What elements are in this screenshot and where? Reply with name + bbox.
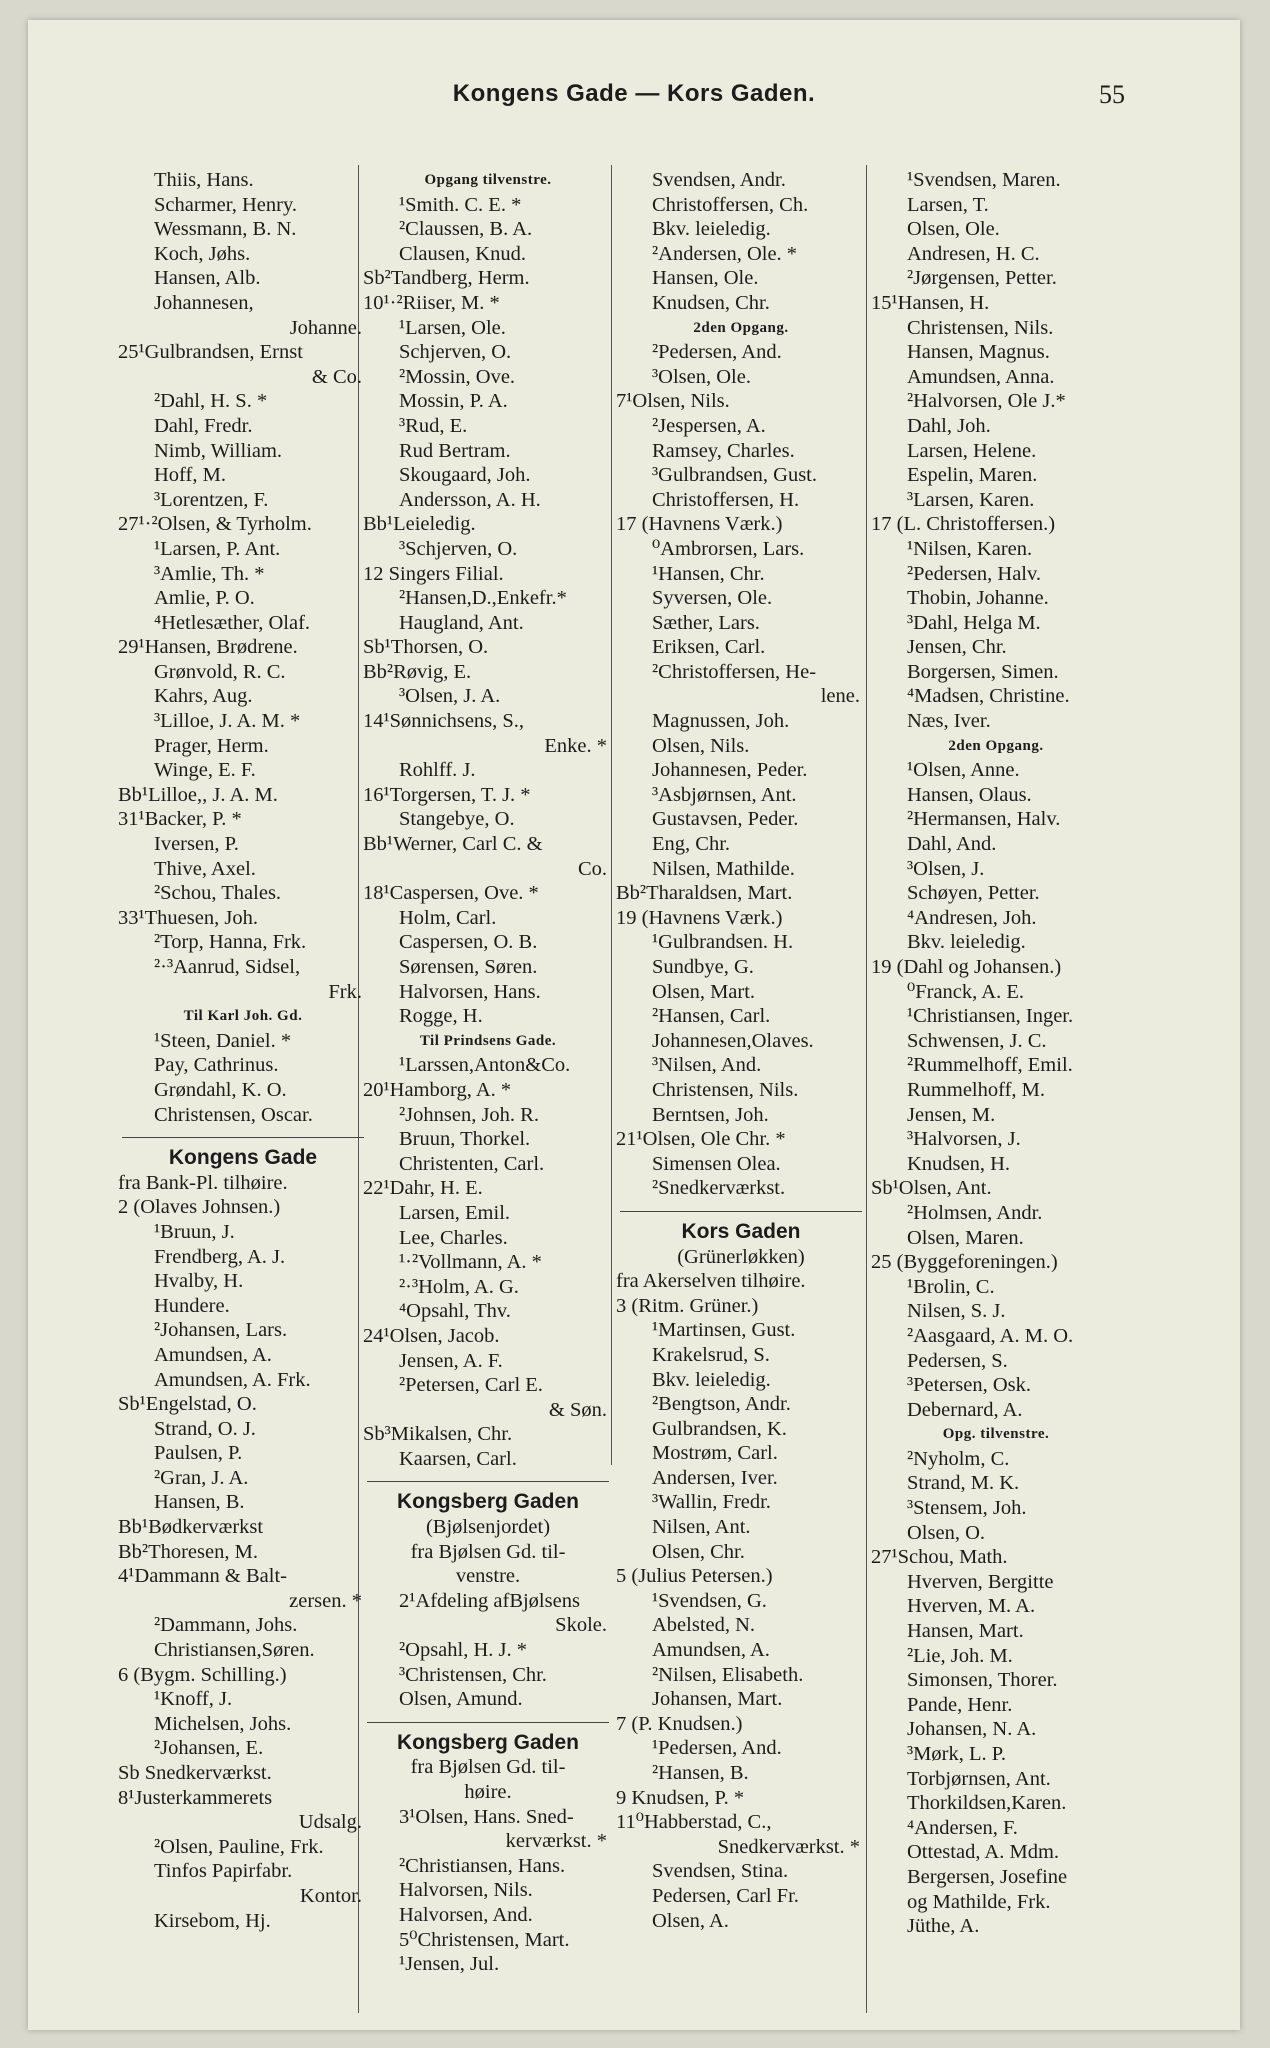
section-divider [367,1722,609,1723]
directory-entry: ¹Larsen, Ole. [399,316,506,339]
directory-entry: ²Jørgensen, Petter. [907,267,1057,290]
directory-entry: fra Bjølsen Gd. til- [410,1756,566,1779]
directory-entry: Nilsen, Mathilde. [652,857,795,880]
directory-entry: Snedkerværkst. * [717,1835,860,1858]
directory-entry: ³Olsen, Ole. [652,365,751,388]
directory-entry: Kaarsen, Carl. [399,1447,517,1470]
directory-entry: ²Torp, Hanna, Frk. [154,931,307,954]
directory-entry: Berntsen, Joh. [652,1103,769,1126]
directory-entry: ³Olsen, J. [907,857,985,880]
directory-entry: Bkv. leieledig. [652,1368,771,1391]
directory-entry: Kontor. [299,1884,362,1907]
directory-entry: Bb²Thoresen, M. [118,1540,258,1563]
directory-entry: ²Johansen, Lars. [154,1319,288,1342]
directory-entry: ²Dammann, Johs. [154,1614,298,1637]
directory-entry: Prager, Herm. [154,734,269,757]
column-rule-3 [866,165,867,2013]
directory-entry: ³Olsen, J. A. [399,685,501,708]
directory-entry: Iversen, P. [154,833,239,856]
directory-entry: ¹Svendsen, Maren. [907,169,1061,191]
directory-entry: ²Lie, Joh. M. [907,1644,1013,1667]
directory-entry: ³Lorentzen, F. [154,488,269,511]
directory-entry: Halvorsen, Hans. [399,980,541,1003]
directory-entry: ³Nilsen, And. [652,1054,762,1077]
directory-entry: ⁴Madsen, Christine. [907,685,1070,708]
directory-entry: 4¹Dammann & Balt- [118,1565,287,1588]
directory-entry: Christensen, Nils. [907,316,1054,339]
directory-entry: Jüthe, A. [907,1915,980,1938]
directory-entry: 21¹Olsen, Ole Chr. * [616,1128,786,1151]
directory-entry: Skougaard, Joh. [399,464,531,487]
directory-entry: ²Andersen, Ole. * [652,242,798,265]
directory-entry: ¹Svendsen, G. [652,1589,767,1612]
directory-entry: Syversen, Ole. [652,587,773,610]
directory-entry: Stangebye, O. [399,808,515,831]
directory-entry: Dahl, Fredr. [154,414,253,437]
directory-entry: 22¹Dahr, H. E. [363,1177,483,1200]
directory-entry: 3¹Olsen, Hans. Sned- [399,1805,574,1828]
directory-entry: ⁴Opsahl, Thv. [399,1300,511,1323]
directory-entry: ²Dahl, H. S. * [154,390,268,413]
directory-entry: 17 (L. Christoffersen.) [871,513,1056,536]
directory-entry: Simensen Olea. [652,1152,781,1175]
directory-entry: ¹Jensen, Jul. [399,1953,500,1976]
directory-entry: Lee, Charles. [399,1226,508,1249]
directory-entry: 25¹Gulbrandsen, Ernst [118,341,303,364]
directory-entry: ⁰Franck, A. E. [907,980,1024,1003]
directory-entry: 18¹Caspersen, Ove. * [363,882,539,905]
directory-entry: 19 (Dahl og Johansen.) [871,956,1062,978]
directory-entry: ³Gulbrandsen, Gust. [652,464,818,487]
directory-entry: ²Johnsen, Joh. R. [399,1103,539,1126]
directory-entry: Olsen, Ole. [907,218,1000,241]
directory-entry: 24¹Olsen, Jacob. [363,1324,500,1347]
directory-entry: Abelsted, N. [652,1614,756,1637]
directory-entry: ²Pedersen, And. [652,341,782,364]
directory-entry: og Mathilde, Frk. [907,1890,1051,1913]
directory-entry: ²Claussen, B. A. [399,218,533,241]
street-heading: Kongens Gade [168,1146,318,1170]
directory-entry: 12 Singers Filial. [363,562,504,585]
directory-entry: ²Jespersen, A. [652,414,766,437]
directory-entry: Nilsen, S. J. [907,1300,1006,1323]
directory-entry: Amundsen, Anna. [907,365,1055,388]
directory-entry: Bb¹Leieledig. [363,513,476,536]
directory-entry: ¹·²Vollmann, A. * [399,1251,542,1274]
directory-entry: Magnussen, Joh. [652,710,790,733]
directory-entry: ¹Martinsen, Gust. [652,1319,796,1342]
directory-entry: Jensen, M. [907,1103,996,1126]
directory-entry: Enke. * [544,734,607,757]
directory-entry: ¹Larssen,Anton&Co. [399,1054,571,1077]
directory-entry: ²Christiansen, Hans. [399,1854,566,1877]
street-heading: Kors Gaden [681,1219,801,1243]
directory-entry: Hverven, M. A. [907,1595,1036,1618]
directory-entry: Rud Bertram. [399,439,511,462]
street-heading: Kongsberg Gaden [396,1730,580,1754]
directory-entry: Bb²Røvig, E. [363,660,472,683]
directory-entry: Amundsen, A. Frk. [154,1368,311,1391]
directory-entry: Dahl, And. [907,833,997,856]
directory-entry: Sørensen, Søren. [399,956,538,978]
directory-entry: ⁴Andersen, F. [907,1816,1018,1839]
directory-entry: ¹Brolin, C. [907,1275,995,1298]
directory-entry: Hansen, Alb. [154,267,261,290]
directory-entry: venstre. [455,1565,521,1588]
directory-entry: Schwensen, J. C. [907,1029,1047,1052]
directory-entry: Bergersen, Josefine [907,1865,1068,1888]
directory-entry: ¹Knoff, J. [154,1688,233,1711]
directory-entry: Bb¹Bødkerværkst [118,1516,264,1539]
directory-entry: ¹Pedersen, And. [652,1737,782,1760]
directory-entry: Koch, Jøhs. [154,242,251,265]
directory-entry: høire. [464,1781,512,1803]
directory-entry: ²·³Aanrud, Sidsel, [154,956,301,978]
directory-entry: Thorkildsen,Karen. [907,1792,1067,1815]
directory-entry: ²Pedersen, Halv. [907,562,1042,585]
directory-entry: Bb²Tharaldsen, Mart. [616,882,793,905]
directory-entry: Haugland, Ant. [399,611,524,634]
directory-entry: Tinfos Papirfabr. [154,1860,293,1883]
directory-entry: 27¹·²Olsen, & Tyrholm. [118,513,312,536]
directory-entry: Bb¹Werner, Carl C. & [363,833,543,856]
directory-entry: Schøyen, Petter. [907,882,1040,905]
page-header [28,80,1240,120]
directory-entry: 2¹Afdeling afBjølsens [399,1589,580,1612]
directory-entry: 11⁰Habberstad, C., [616,1811,772,1834]
directory-entry: Johannesen, [154,291,254,314]
directory-entry: Rummelhoff, M. [907,1078,1045,1101]
directory-entry: 15¹Hansen, H. [871,291,990,314]
street-heading: Kongsberg Gaden [396,1490,580,1514]
directory-entry: Strand, O. J. [154,1417,256,1440]
subheading: Opg. tilvenstre. [942,1426,1050,1443]
directory-entry: ¹Nilsen, Karen. [907,537,1033,560]
directory-entry: Bb¹Lilloe,, J. A. M. [118,783,278,806]
directory-entry: Christiansen,Søren. [154,1639,315,1662]
directory-entry: ²Rummelhoff, Emil. [907,1054,1073,1077]
directory-entry: Olsen, O. [907,1521,986,1544]
directory-entry: Andresen, H. C. [907,242,1040,265]
directory-entry: Amlie, P. O. [154,587,255,610]
directory-entry: Skole. [555,1614,607,1637]
directory-entry: Christenten, Carl. [399,1152,545,1175]
directory-entry: ¹Smith. C. E. * [399,193,522,216]
directory-entry: (Grünerløkken) [677,1245,805,1268]
directory-entry: Schjerven, O. [399,341,512,364]
directory-entry: ³Petersen, Osk. [907,1374,1032,1397]
directory-entry: ⁴Hetlesæther, Olaf. [154,611,311,634]
directory-entry: Olsen, Amund. [399,1688,523,1711]
directory-entry: ²Schou, Thales. [154,882,282,905]
directory-entry: Krakelsrud, S. [652,1343,770,1366]
directory-entry: ²·³Holm, A. G. [399,1275,519,1298]
directory-entry: 27¹Schou, Math. [871,1546,1008,1569]
subheading: 2den Opgang. [693,319,789,336]
directory-entry: fra Akerselven tilhøire. [616,1270,806,1293]
directory-entry: Sb³Mikalsen, Chr. [363,1423,513,1446]
directory-entry: Olsen, Chr. [652,1540,745,1563]
directory-entry: Christensen, Nils. [652,1078,799,1101]
directory-entry: lene. [820,685,860,708]
directory-entry: ¹Bruun, J. [154,1220,235,1243]
directory-entry: ²Opsahl, H. J. * [399,1639,528,1662]
directory-entry: Grønvold, R. C. [154,660,286,683]
directory-entry: Larsen, Helene. [907,439,1037,462]
directory-entry: 20¹Hamborg, A. * [363,1078,512,1101]
directory-entry: Christensen, Oscar. [154,1103,313,1126]
directory-entry: 14¹Sønnichsens, S., [363,710,525,733]
directory-entry: ³Lilloe, J. A. M. * [154,710,301,733]
directory-entry: Caspersen, O. B. [399,931,538,954]
directory-entry: ²Hansen,D.,Enkefr.* [399,587,567,610]
directory-entry: Hundere. [154,1294,230,1317]
directory-entry: ²Christoffersen, He- [652,660,817,683]
directory-entry: 6 (Bygm. Schilling.) [118,1663,287,1686]
directory-entry: 9 Knudsen, P. * [616,1786,745,1809]
directory-entry: Halvorsen, Nils. [399,1879,533,1902]
directory-entry: Sb¹Engelstad, O. [118,1393,257,1416]
directory-entry: 2 (Olaves Johnsen.) [118,1196,281,1219]
directory-entry: Larsen, T. [907,193,989,216]
directory-entry: Jensen, A. F. [399,1349,503,1372]
directory-entry: ¹Christiansen, Inger. [907,1005,1074,1028]
directory-entry: Grøndahl, K. O. [154,1078,287,1101]
directory-entry: Johansen, Mart. [652,1688,783,1711]
directory-entry: ¹Olsen, Anne. [907,759,1020,782]
section-divider [620,1211,862,1212]
directory-entry: 5⁰Christensen, Mart. [399,1928,570,1951]
directory-entry: Nilsen, Ant. [652,1516,751,1539]
directory-entry: Thobin, Johanne. [907,587,1049,610]
directory-entry: Ramsey, Charles. [652,439,795,462]
directory-entry: ²Nilsen, Elisabeth. [652,1663,804,1686]
directory-entry: ²Mossin, Ove. [399,365,516,388]
directory-entry: Hansen, Olaus. [907,783,1032,806]
directory-entry: 25 (Byggeforeningen.) [871,1251,1058,1274]
directory-column-4 [871,168,1121,1939]
directory-entry: ²Holmsen, Andr. [907,1201,1043,1224]
directory-entry: Winge, E. F. [154,759,256,782]
directory-entry: ²Bengtson, Andr. [652,1393,791,1416]
directory-entry: Ottestad, A. Mdm. [907,1841,1060,1864]
directory-entry: Mostrøm, Carl. [652,1442,778,1465]
directory-entry: Hverven, Bergitte [907,1570,1054,1593]
directory-entry: Hansen, Mart. [907,1620,1024,1643]
directory-entry: 31¹Backer, P. * [118,808,242,831]
directory-entry: 7 (P. Knudsen.) [616,1712,743,1735]
directory-entry: Andersen, Iver. [652,1466,778,1489]
directory-entry: Wessmann, B. N. [154,218,297,241]
directory-entry: Gulbrandsen, K. [652,1417,787,1440]
directory-entry: Frendberg, A. J. [154,1245,286,1268]
directory-entry: Hoff, M. [154,464,226,487]
directory-entry: Michelsen, Johs. [154,1712,292,1735]
directory-entry: Sb¹Thorsen, O. [363,636,489,659]
directory-entry: Espelin, Maren. [907,464,1038,487]
directory-entry: ²Nyholm, C. [907,1447,1010,1470]
page-title: Kongens Gade — Kors Gaden. [452,80,816,107]
directory-entry: Gustavsen, Peder. [652,808,799,831]
directory-entry: Frk. [328,980,362,1003]
directory-entry: 29¹Hansen, Brødrene. [118,636,298,659]
directory-entry: ³Wallin, Fredr. [652,1491,771,1514]
directory-entry: Jensen, Chr. [907,636,1007,659]
directory-entry: Co. [577,857,607,880]
directory-entry: Johanne. [289,316,362,339]
directory-entry: 17 (Havnens Værk.) [616,513,783,536]
directory-entry: Knudsen, H. [907,1152,1011,1175]
directory-entry: Clausen, Knud. [399,242,526,265]
directory-entry: Pay, Cathrinus. [154,1054,279,1077]
subheading: Til Prindsens Gade. [419,1032,557,1049]
directory-entry: Sæther, Lars. [652,611,760,634]
directory-entry: Kirsebom, Hj. [154,1909,271,1932]
directory-entry: Rogge, H. [399,1005,483,1028]
directory-entry: Debernard, A. [907,1398,1023,1421]
directory-entry: Hansen, Ole. [652,267,759,290]
directory-entry: 19 (Havnens Værk.) [616,906,783,929]
directory-entry: Holm, Carl. [399,906,497,929]
directory-entry: ²Snedkerværkst. [652,1177,786,1200]
directory-entry: Amundsen, A. [154,1343,272,1366]
directory-entry: Torbjørnsen, Ant. [907,1767,1051,1790]
directory-entry: Scharmer, Henry. [154,193,297,216]
directory-entry: Kahrs, Aug. [154,685,253,708]
directory-column-3 [616,168,866,1933]
directory-entry: fra Bjølsen Gd. til- [410,1540,566,1563]
directory-entry: ¹Larsen, P. Ant. [154,537,281,560]
directory-entry: Johannesen,Olaves. [652,1029,814,1052]
directory-entry: Nimb, William. [154,439,283,462]
directory-entry: Rohlff. J. [399,759,476,782]
directory-entry: Bruun, Thorkel. [399,1128,531,1151]
directory-entry: ³Schjerven, O. [399,537,518,560]
directory-entry: ²Hansen, B. [652,1762,749,1784]
directory-entry: ²Olsen, Pauline, Frk. [154,1835,324,1858]
directory-entry: Svendsen, Stina. [652,1860,789,1883]
directory-entry: Paulsen, P. [154,1442,243,1465]
directory-entry: 10¹·²Riiser, M. * [363,291,500,314]
directory-entry: Johannesen, Peder. [652,759,808,782]
section-divider [367,1481,609,1482]
directory-entry: Knudsen, Chr. [652,291,770,314]
section-divider [122,1137,364,1138]
directory-entry: ³Halvorsen, J. [907,1128,1021,1151]
subheading: Til Karl Joh. Gd. [183,1008,303,1025]
page-number: 55 [1099,80,1125,109]
directory-entry: Bkv. leieledig. [907,931,1026,954]
directory-entry: ³Larsen, Karen. [907,488,1035,511]
directory-entry: Næs, Iver. [907,710,991,733]
directory-entry: Mossin, P. A. [399,390,508,413]
directory-entry: 3 (Ritm. Grüner.) [616,1294,759,1317]
directory-entry: Strand, M. K. [907,1472,1020,1495]
directory-entry: Olsen, Nils. [652,734,750,757]
directory-entry: & Søn. [548,1398,607,1421]
directory-entry: ²Hermansen, Halv. [907,808,1061,831]
directory-entry: Pedersen, Carl Fr. [652,1884,799,1907]
directory-column-2 [363,168,613,1977]
directory-entry: Halvorsen, And. [399,1903,533,1926]
directory-column-1 [118,168,368,1933]
directory-entry: ²Johansen, E. [154,1737,264,1760]
directory-entry: ²Aasgaard, A. M. O. [907,1324,1074,1347]
directory-entry: Pedersen, S. [907,1349,1008,1372]
directory-entry: ²Gran, J. A. [154,1466,249,1489]
directory-entry: Eng, Chr. [652,833,731,856]
directory-entry: (Bjølsenjordet) [425,1516,551,1539]
directory-entry: Thiis, Hans. [154,169,254,191]
directory-entry: Hansen, B. [154,1491,245,1514]
directory-entry: ¹Hansen, Chr. [652,562,765,585]
directory-entry: 7¹Olsen, Nils. [616,390,730,413]
directory-entry: & Co. [311,365,362,388]
directory-entry: ³Mørk, L. P. [907,1743,1006,1765]
directory-entry: 8¹Justerkammerets [118,1786,273,1809]
directory-entry: Andersson, A. H. [399,488,541,511]
directory-entry: ³Dahl, Helga M. [907,611,1041,634]
directory-entry: ¹Steen, Daniel. * [154,1029,292,1052]
directory-entry: zersen. * [289,1589,362,1612]
directory-entry: Bkv. leieledig. [652,218,771,241]
subheading: Opgang tilvenstre. [424,172,552,188]
directory-entry: ³Asbjørnsen, Ant. [652,783,797,806]
directory-entry: Sundbye, G. [652,956,754,978]
directory-entry: fra Bank-Pl. tilhøire. [118,1171,288,1194]
directory-entry: Christoffersen, H. [652,488,800,511]
directory-entry: Olsen, Maren. [907,1226,1024,1249]
directory-entry: Johansen, N. A. [907,1718,1037,1741]
directory-entry: ²Hansen, Carl. [652,1005,771,1028]
directory-entry: Olsen, A. [652,1909,729,1932]
directory-entry: ¹Gulbrandsen. H. [652,931,794,954]
directory-entry: Olsen, Mart. [652,980,756,1003]
directory-entry: Sb²Tandberg, Herm. [363,267,530,290]
directory-entry: ³Stensem, Joh. [907,1497,1027,1520]
directory-entry: Dahl, Joh. [907,414,991,437]
directory-entry: Udsalg. [298,1811,362,1834]
directory-entry: Thive, Axel. [154,857,256,880]
directory-entry: 16¹Torgersen, T. J. * [363,783,531,806]
directory-entry: Christoffersen, Ch. [652,193,809,216]
subheading: 2den Opgang. [948,737,1044,754]
directory-entry: ³Rud, E. [399,414,468,437]
directory-entry: ⁰Ambrorsen, Lars. [652,537,805,560]
directory-entry: 5 (Julius Petersen.) [616,1565,773,1588]
directory-entry: Eriksen, Carl. [652,636,766,659]
directory-entry: ²Petersen, Carl E. [399,1374,543,1397]
directory-entry: Sb¹Olsen, Ant. [871,1177,992,1200]
directory-entry: Hvalby, H. [154,1270,244,1293]
directory-entry: Borgersen, Simen. [907,660,1059,683]
directory-entry: ²Halvorsen, Ole J.* [907,390,1066,413]
directory-entry: ⁴Andresen, Joh. [907,906,1037,929]
directory-entry: Hansen, Magnus. [907,341,1050,364]
directory-entry: Pande, Henr. [907,1693,1013,1716]
directory-entry: ³Amlie, Th. * [154,562,265,585]
directory-page [28,20,1240,2030]
directory-entry: Amundsen, A. [652,1639,770,1662]
directory-entry: Svendsen, Andr. [652,169,786,191]
directory-entry: ³Christensen, Chr. [399,1663,547,1686]
directory-entry: Larsen, Emil. [399,1201,511,1224]
directory-entry: 33¹Thuesen, Joh. [118,906,258,929]
directory-entry: kerværkst. * [505,1830,607,1853]
directory-entry: Simonsen, Thorer. [907,1669,1058,1692]
directory-entry: Sb Snedkerværkst. [118,1762,272,1784]
